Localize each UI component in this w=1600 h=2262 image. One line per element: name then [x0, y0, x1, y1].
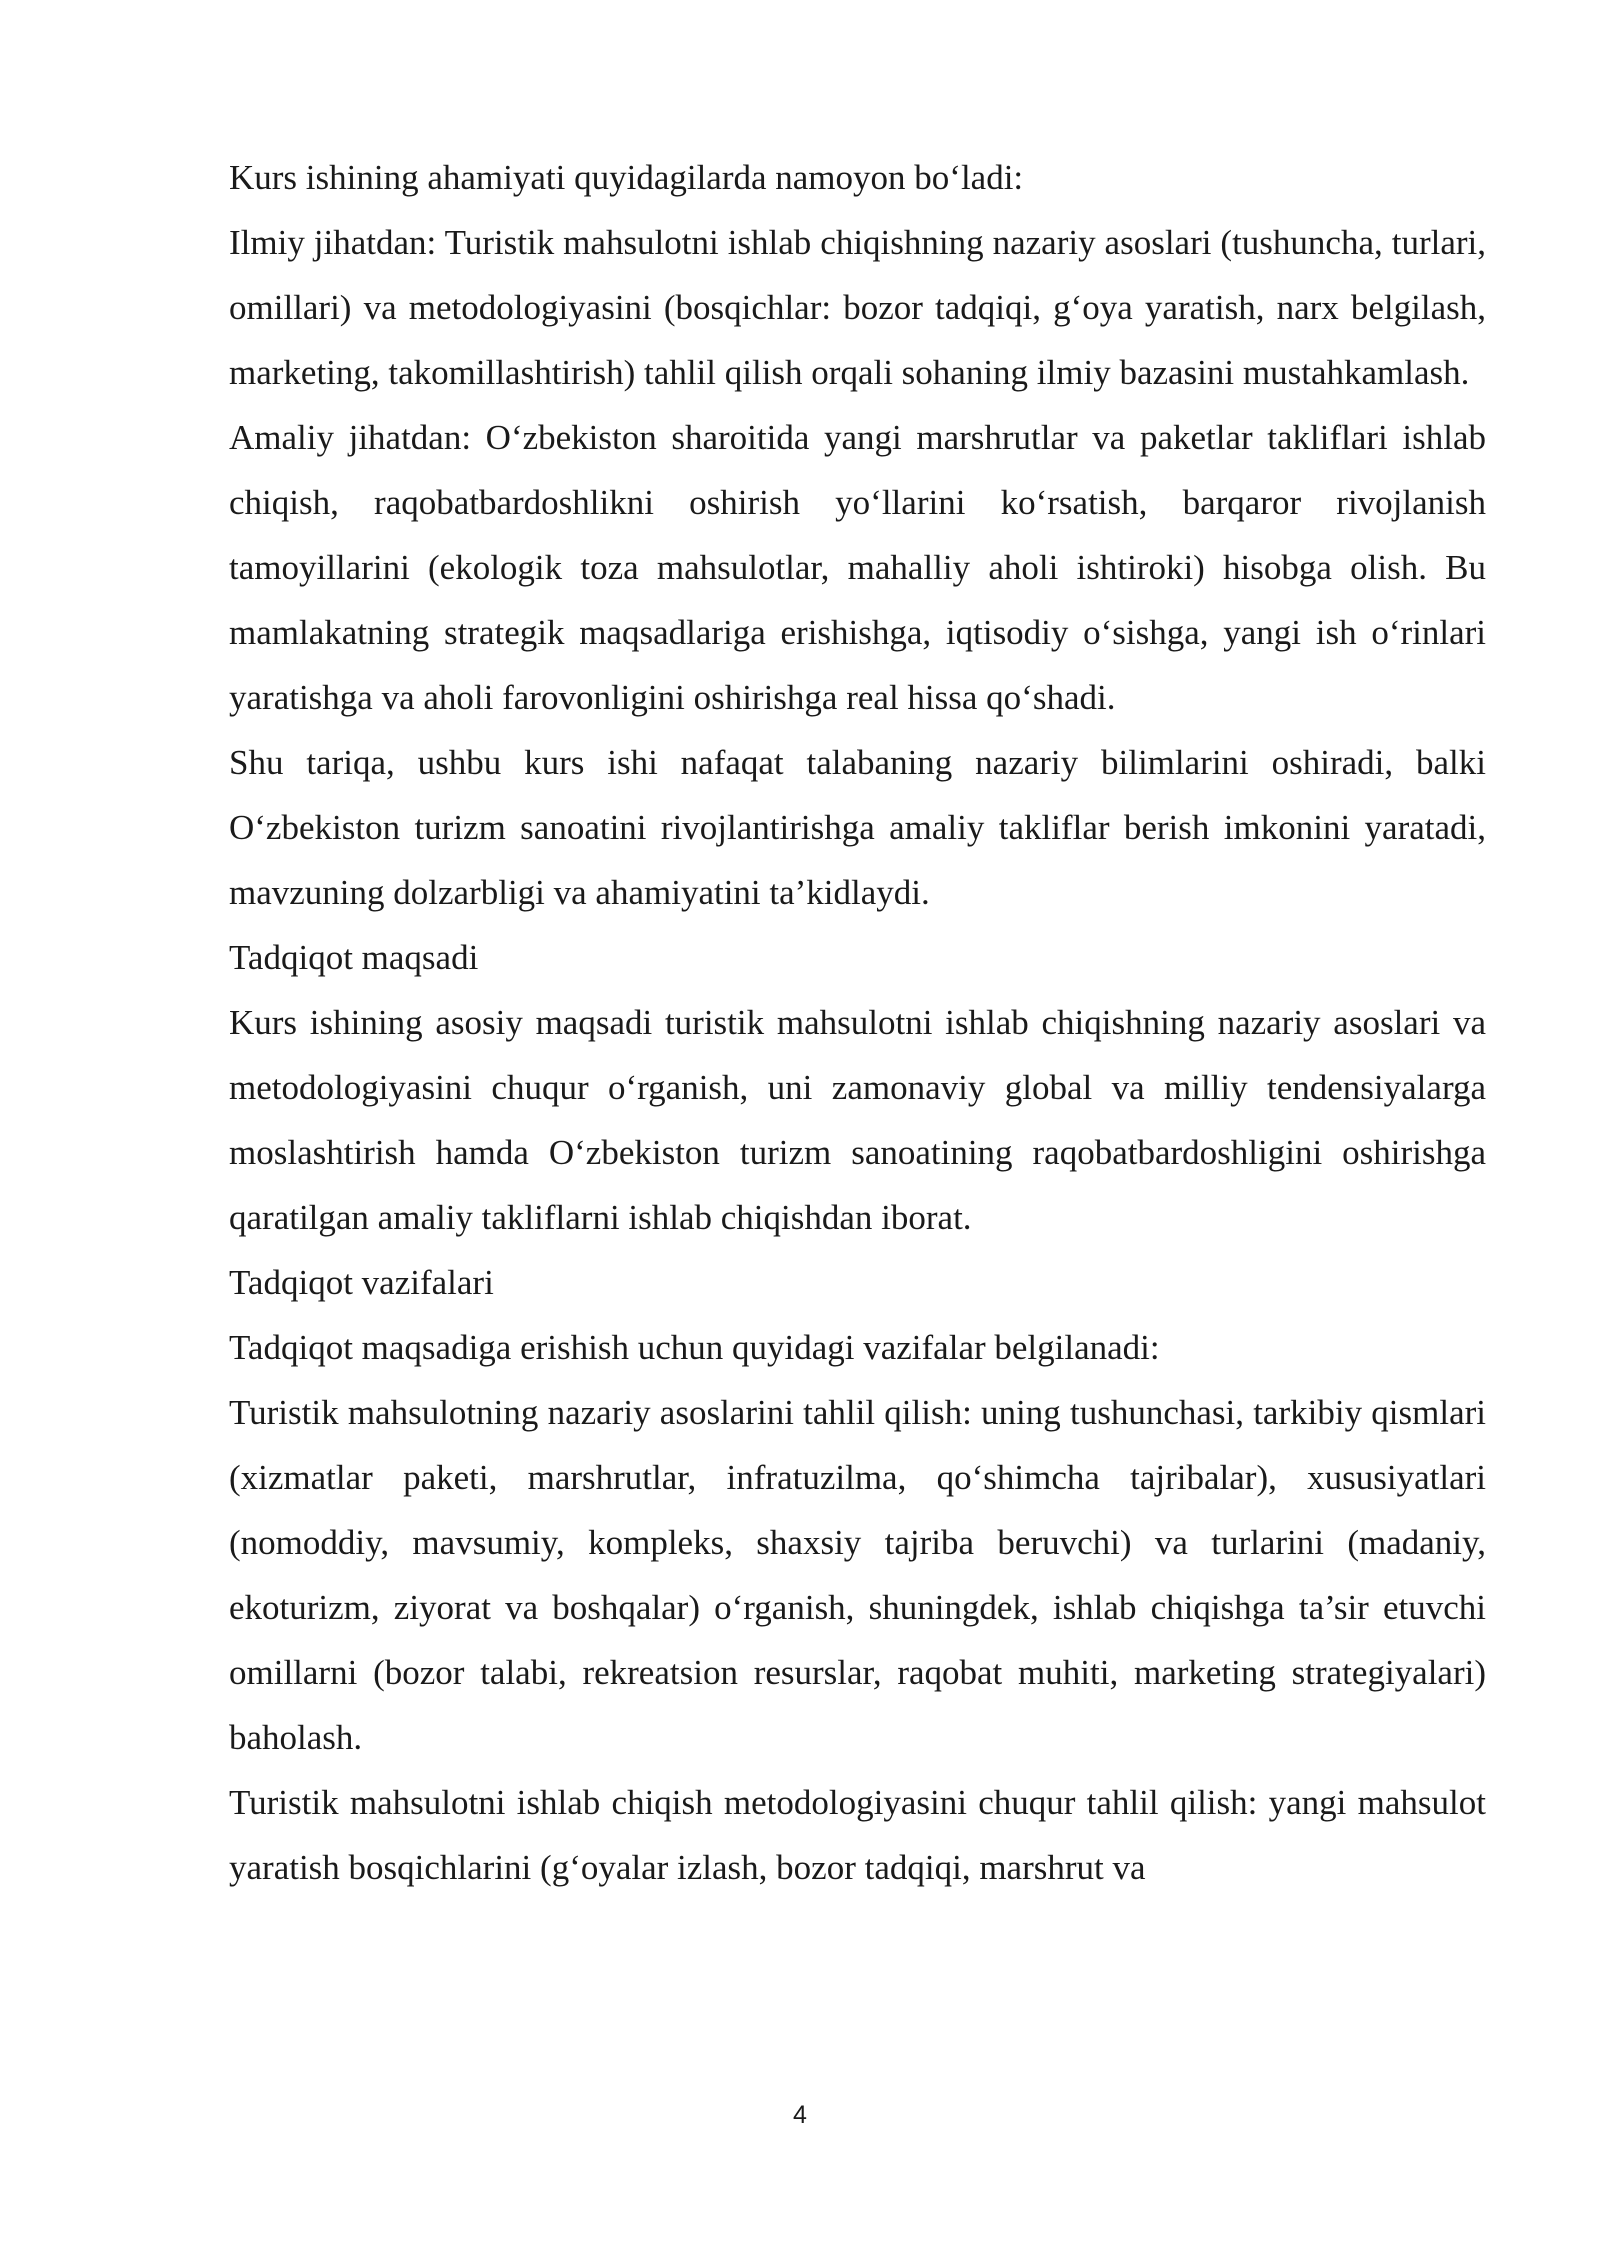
paragraph-significance-intro: Kurs ishining ahamiyati quyidagilarda namoyon bo‘ladi:: [229, 158, 1024, 197]
heading-research-goal: Tadqiqot maqsadi: [229, 938, 479, 977]
page-number: 4: [793, 2101, 807, 2129]
paragraph-task-theory: Turistik mahsulotning nazariy asoslarini tahlil qilish: uning tushunchasi, tarkibiy qismlari (xizmatlar paketi, marshrutlar, infratuzilma, qo‘shimcha tajribalar), xususiyatlari (nomoddiy, mavsumiy, kompleks, shaxsiy tajriba beruvchi) va turlarini (madaniy, ekoturizm, ziyorat va boshqalar) o‘rganish, shuningdek, ishlab chiqishga ta’sir etuvchi omillarni (bozor talabi, rekreatsion resurslar, raqobat muhiti, marketing strategiyalari) baholash.: [229, 1393, 1486, 1757]
paragraph-task-methodology: Turistik mahsulotni ishlab chiqish metodologiyasini chuqur tahlil qilish: yangi mahsulot yaratish bosqichlarini (g‘oyalar izlash, bozor tadqiqi, marshrut va: [229, 1783, 1486, 1887]
page-body: [229, 145, 1486, 1900]
heading-research-tasks: Tadqiqot vazifalari: [229, 1263, 494, 1302]
paragraph-tasks-intro: Tadqiqot maqsadiga erishish uchun quyidagi vazifalar belgilanadi:: [229, 1328, 1160, 1367]
paragraph-conclusion: Shu tariqa, ushbu kurs ishi nafaqat talabaning nazariy bilimlarini oshiradi, balki O‘zbekiston turizm sanoatini rivojlantirishga amaliy takliflar berish imkonini yaratadi, mavzuning dolzarbligi va ahamiyatini ta’kidlaydi.: [229, 743, 1486, 912]
paragraph-scientific-aspect: Ilmiy jihatdan: Turistik mahsulotni ishlab chiqishning nazariy asoslari (tushuncha, turlari, omillari) va metodologiyasini (bosqichlar: bozor tadqiqi, g‘oya yaratish, narx belgilash, marketing, takomillashtirish) tahlil qilish orqali sohaning ilmiy bazasini mustahkamlash.: [229, 223, 1486, 392]
paragraph-research-goal: Kurs ishining asosiy maqsadi turistik mahsulotni ishlab chiqishning nazariy asoslari va metodologiyasini chuqur o‘rganish, uni zamonaviy global va milliy tendensiyalarga moslashtirish hamda O‘zbekiston turizm sanoatining raqobatbardoshligini oshirishga qaratilgan amaliy takliflarni ishlab chiqishdan iborat.: [229, 1003, 1486, 1237]
paragraph-practical-aspect: Amaliy jihatdan: O‘zbekiston sharoitida yangi marshrutlar va paketlar takliflari ishlab chiqish, raqobatbardoshlikni oshirish yo‘llarini ko‘rsatish, barqaror rivojlanish tamoyillarini (ekologik toza mahsulotlar, mahalliy aholi ishtiroki) hisobga olish. Bu mamlakatning strategik maqsadlariga erishishga, iqtisodiy o‘sishga, yangi ish o‘rinlari yaratishga va aholi farovonligini oshirishga real hissa qo‘shadi.: [229, 418, 1486, 717]
